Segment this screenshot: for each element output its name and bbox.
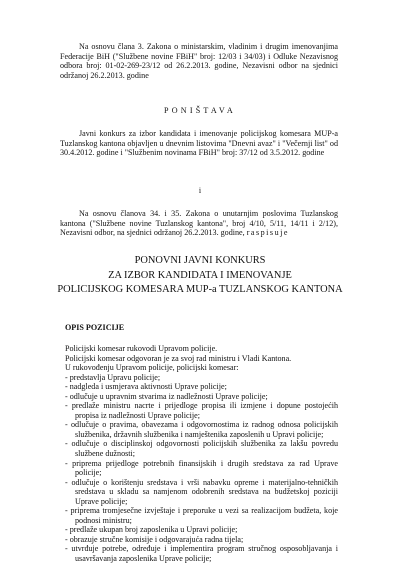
title-line-1: PONOVNI JAVNI KONKURS — [134, 255, 266, 266]
annulment-paragraph: Javni konkurs za izbor kandidata i imenovanje policijskog komesara MUP-a Tuzlanskog kantona objavljen u dnevnim listovima "Dnevni avaz" i "Večernji list" od 30.4.2012. godine i "Službenim novinama FBiH" broj: 37/12 od 3.5.2012. godine — [60, 129, 338, 158]
legal-basis-paragraph — [60, 209, 338, 238]
duty-item: - predstavlja Upravu policije; — [65, 372, 161, 382]
duty-item: - odlučuje u upravnim stvarima iz nadležnosti Uprave policije; — [65, 391, 268, 401]
raspisuje-word: raspisuje — [246, 228, 289, 238]
section-heading: OPIS POZICIJE — [65, 323, 125, 332]
description-line: Policijski komesar rukovodi Upravom policije. — [65, 344, 218, 353]
duty-item: - nadgleda i usmjerava aktivnosti Uprave policije; — [65, 382, 227, 392]
duty-item: - priprema prijedloge potrebnih finansijskih i drugih sredstava za rad Uprave policije; — [65, 458, 338, 478]
duty-item: - obrazuje stručne komisije i odgovarajuća radna tijela; — [65, 534, 244, 544]
title-line-3: POLICIJSKOG KOMESARA MUP-a TUZLANSKOG KANTONA — [57, 284, 343, 295]
duty-item: - priprema tromjesečne izvještaje i preporuke u vezi sa realizacijom budžeta, koje podnosi ministru; — [65, 506, 338, 525]
description-line: Policijski komesar odgovoran je za svoj rad ministru i Vladi Kantona. — [65, 353, 292, 363]
duty-item: - odlučuje o pravima, obavezama i odgovornostima iz radnog odnosa policijskih službenika, državnih službenika i namještenika zaposlenih u Upravi policije; — [65, 420, 338, 439]
duty-item: - odlučuje o korištenju sredstava i vrši nabavku opreme i materijalno-tehničkih sredstava u skladu sa namjenom odobrenih sredstava na budžetskoj poziciji Uprave policije; — [65, 477, 338, 506]
intro-paragraph: Na osnovu člana 3. Zakona o ministarskim, vladinim i drugim imenovanjima Federacije BiH ("Službene novine FBiH" broj: 12/03 i 34/03) i Odluke Nezavisnog odbora broj: 01-02-269-23/12 od 26.2.2013. godine, Nezavisni odbor na sjednici održanoj 26.2.2013. godine — [60, 42, 338, 80]
legal-basis-text: Na osnovu članova 34. i 35. Zakona o unutarnjim poslovima Tuzlanskog kantona ("Službene novine Tuzlanskog kantona", broj 4/10, 5/11, 14/11 i 2/12), Nezavisni odbor, na sjednici održanoj 26.2.2013. godine, — [60, 209, 338, 238]
position-description — [65, 344, 338, 564]
duty-item: - predlaže ukupan broj zaposlenika u Upravi policije; — [65, 525, 238, 535]
duty-item: - predlaže ministru nacrte i prijedloge propisa ili izmjene i dopune postojećih propisa iz nadležnosti Uprave policije; — [65, 401, 338, 420]
description-line: U rukovođenju Upravom policije, policijski komesar: — [65, 363, 239, 373]
duty-item: - utvrđuje potrebe, određuje i implementira program stručnog osposobljavanja i usavršavanja zaposlenika Uprave policije; — [65, 544, 338, 564]
duty-item: - odlučuje o disciplinskoj odgovornosti policijskih službenika za lakšu povredu službene dužnosti; — [65, 439, 338, 459]
title-line-2: ZA IZBOR KANDIDATA I IMENOVANJE — [108, 270, 292, 281]
ponistava-heading: PONIŠTAVA — [164, 106, 236, 115]
separator-letter: i — [198, 186, 202, 195]
